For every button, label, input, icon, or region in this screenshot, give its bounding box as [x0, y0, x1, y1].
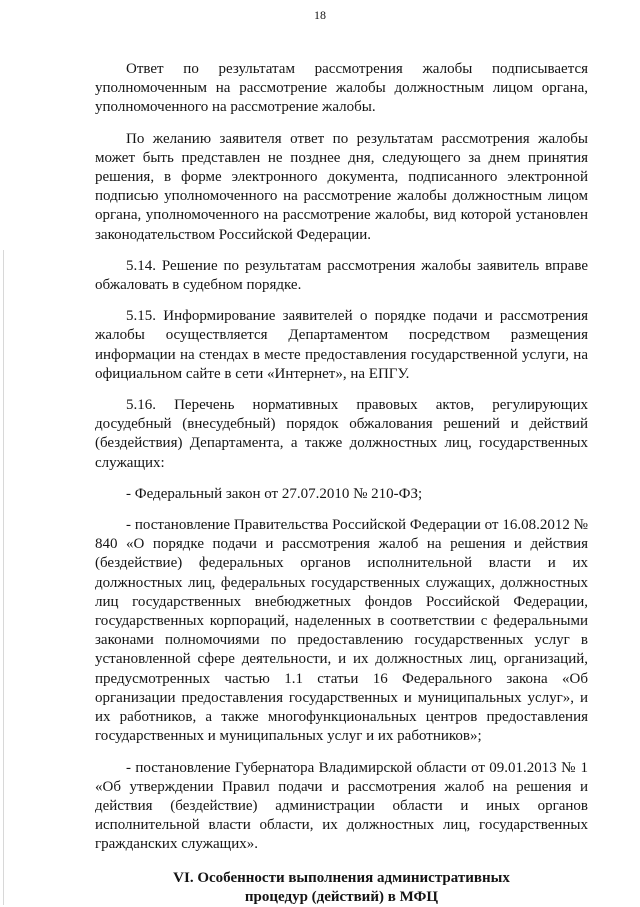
section-title-line-2: процедур (действий) в МФЦ: [244, 888, 439, 905]
list-item-governor-decree: - постановление Губернатора Владимирской области от 09.01.2013 № 1 «Об утверждении Правил подачи и рассмотрения жалоб на решения и действия (бездействие) администрации области и иных органов исполнительной власти области, их должностных лиц, государственных гражданских служащих».: [95, 759, 588, 853]
paragraph-5-14: 5.14. Решение по результатам рассмотрения жалобы заявитель вправе обжаловать в судебном порядке.: [95, 257, 588, 294]
paragraph-5-15: 5.15. Информирование заявителей о порядке подачи и рассмотрения жалобы осуществляется Департаментом посредством размещения информации на стендах в месте предоставления государственной услуги, на официальном сайте в сети «Интернет», на ЕПГУ.: [95, 308, 588, 382]
paragraph-response-signature: Ответ по результатам рассмотрения жалобы подписывается уполномоченным на рассмотрение жалобы должностным лицом органа, уполномоченного на рассмотрение жалобы.: [95, 61, 588, 116]
document-body: [95, 60, 588, 907]
scan-edge-line: [3, 250, 4, 905]
list-item-federal-law: - Федеральный закон от 27.07.2010 № 210-ФЗ;: [126, 485, 423, 502]
page-number: 18: [314, 8, 326, 22]
paragraph-electronic-response: По желанию заявителя ответ по результатам рассмотрения жалобы может быть представлен не позднее дня, следующего за днем принятия решения, в форме электронного документа, подписанного электронной подписью уполномоченного на рассмотрение жалобы должностным лицом органа, уполномоченного на рассмотрение жалобы, вид которой установлен законодательством Российской Федерации.: [95, 130, 588, 243]
paragraph-5-16: 5.16. Перечень нормативных правовых актов, регулирующих досудебный (внесудебный) порядок обжалования решений и действий (бездействия) Департамента, а также должностных лиц, государственных служащих:: [95, 397, 588, 471]
section-title: [95, 869, 588, 907]
section-title-line-1: VI. Особенности выполнения административных: [173, 869, 510, 886]
list-item-government-decree: - постановление Правительства Российской Федерации от 16.08.2012 № 840 «О порядке подачи и рассмотрения жалоб на решения и действия (бездействие) федеральных органов исполнительной власти и их должностных лиц, федеральных государственных служащих, должностных лиц государственных внебюджетных фондов Российской Федерации, государственных корпораций, наделенных в соответствии с федеральными законами полномочиями по предоставлению государственных услуг в установленной сфере деятельности, и их должностных лиц, организаций, предусмотренных частью 1.1 статьи 16 Федерального закона «Об организации предоставления государственных и муниципальных услуг», и их работников, а также многофункциональных центров предоставления государственных и муниципальных услуг и их работников»;: [95, 517, 588, 745]
